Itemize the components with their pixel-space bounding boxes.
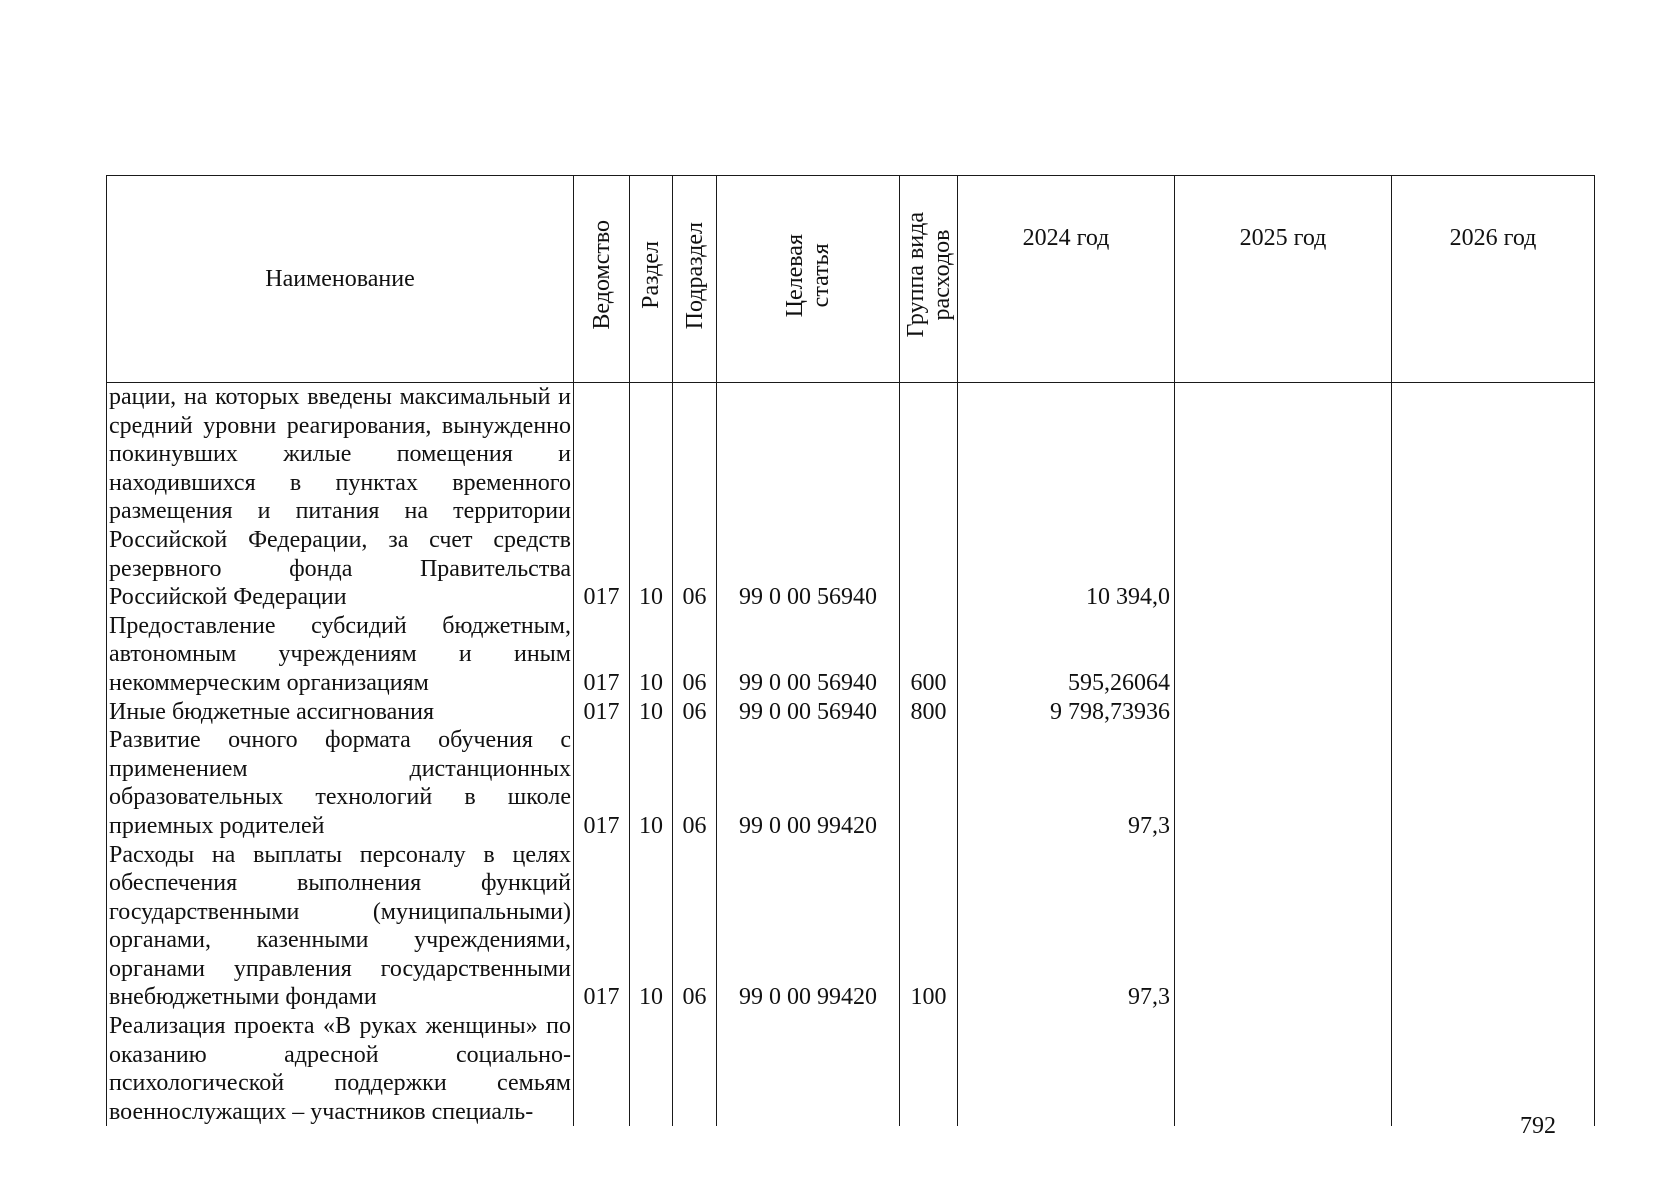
cell-2025: [1175, 383, 1392, 612]
cell-dept: 017: [574, 726, 630, 840]
table-row: [107, 698, 1595, 727]
cell-expense: 800: [900, 698, 958, 727]
cell-dept: 017: [574, 841, 630, 1013]
cell-name: Расходы на выплаты персоналу в целях обеспечения выполнения функций государственными (муниципальными) органами, казенными учреждениями, органами управления государственными внебюджетными фондами: [107, 841, 574, 1013]
cell-target: 99 0 00 56940: [717, 383, 900, 612]
table-row: [107, 726, 1595, 840]
cell-2025: [1175, 612, 1392, 698]
cell-name: Иные бюджетные ассигнования: [107, 698, 574, 727]
cell-2025: [1175, 1012, 1392, 1126]
table-row: [107, 383, 1595, 612]
cell-subsection: 06: [673, 612, 717, 698]
cell-2024: 9 798,73936: [958, 698, 1175, 727]
header-expense-line1: Группа вида: [902, 212, 929, 338]
header-target-text: [782, 234, 834, 317]
cell-target: 99 0 00 99420: [717, 726, 900, 840]
cell-2026: [1392, 1012, 1595, 1126]
cell-2025: [1175, 726, 1392, 840]
cell-2025: [1175, 841, 1392, 1013]
cell-section: 10: [630, 841, 673, 1013]
cell-dept: 017: [574, 383, 630, 612]
cell-dept: 017: [574, 698, 630, 727]
header-section-text: Раздел: [638, 241, 664, 310]
cell-section: 10: [630, 726, 673, 840]
header-2024-text: 2024 год: [1022, 225, 1110, 251]
budget-table: [106, 175, 1595, 1126]
cell-name: рации, на которых введены максимальный и средний уровни реагирования, вынужденно покинувших жилые помещения и находившихся в пунктах временного размещения и питания на территории Российской Федерации, за счет средств резервного фонда Правительства Российской Федерации: [107, 383, 574, 612]
cell-name: Реализация проекта «В руках женщины» по оказанию адресной социально-психологической поддержки семьям военнослужащих – участников специаль-: [107, 1012, 574, 1126]
cell-dept: [574, 1012, 630, 1126]
cell-subsection: [673, 1012, 717, 1126]
cell-subsection: 06: [673, 841, 717, 1013]
cell-2026: [1392, 698, 1595, 727]
header-target-line1: Целевая: [782, 233, 808, 317]
cell-2024: 97,3: [958, 841, 1175, 1013]
header-expense: [900, 176, 958, 383]
cell-target: 99 0 00 99420: [717, 841, 900, 1013]
cell-2024: [958, 1012, 1175, 1126]
header-2026: [1392, 176, 1595, 383]
cell-target: [717, 1012, 900, 1126]
header-row: [107, 176, 1595, 383]
cell-expense: [900, 726, 958, 840]
header-2026-text: 2026 год: [1449, 225, 1537, 251]
header-expense-line2: расходов: [928, 229, 955, 321]
header-2025: [1175, 176, 1392, 383]
cell-target: 99 0 00 56940: [717, 698, 900, 727]
cell-subsection: 06: [673, 698, 717, 727]
header-dept-text: Ведомство: [588, 220, 615, 330]
cell-2024: 97,3: [958, 726, 1175, 840]
cell-2026: [1392, 726, 1595, 840]
table-body: [107, 383, 1595, 1127]
table-row: [107, 841, 1595, 1013]
header-subsection: [673, 176, 717, 383]
cell-2026: [1392, 612, 1595, 698]
cell-2024: 595,26064: [958, 612, 1175, 698]
header-expense-text: [903, 212, 955, 337]
cell-expense: [900, 383, 958, 612]
cell-2024: 10 394,0: [958, 383, 1175, 612]
header-section: [630, 176, 673, 383]
cell-expense: 100: [900, 841, 958, 1013]
header-name: [107, 176, 574, 383]
cell-section: 10: [630, 612, 673, 698]
header-2025-text: 2025 год: [1239, 225, 1327, 251]
cell-2026: [1392, 383, 1595, 612]
table-row: [107, 1012, 1595, 1126]
cell-expense: [900, 1012, 958, 1126]
cell-2026: [1392, 841, 1595, 1013]
cell-expense: 600: [900, 612, 958, 698]
header-2024: [958, 176, 1175, 383]
cell-section: 10: [630, 698, 673, 727]
cell-2025: [1175, 698, 1392, 727]
cell-name: Развитие очного формата обучения с применением дистанционных образовательных технологий в школе приемных родителей: [107, 726, 574, 840]
page-number: 792: [1520, 1113, 1556, 1139]
header-target: [717, 176, 900, 383]
cell-subsection: 06: [673, 726, 717, 840]
cell-dept: 017: [574, 612, 630, 698]
cell-section: [630, 1012, 673, 1126]
cell-section: 10: [630, 383, 673, 612]
cell-subsection: 06: [673, 383, 717, 612]
header-subsection-text: Подраздел: [681, 221, 708, 329]
cell-name: Предоставление субсидий бюджетным, автономным учреждениям и иным некоммерческим организациям: [107, 612, 574, 698]
header-target-line2: статья: [808, 243, 834, 308]
header-dept: [574, 176, 630, 383]
header-name-text: Наименование: [265, 265, 415, 292]
table-row: [107, 612, 1595, 698]
cell-target: 99 0 00 56940: [717, 612, 900, 698]
